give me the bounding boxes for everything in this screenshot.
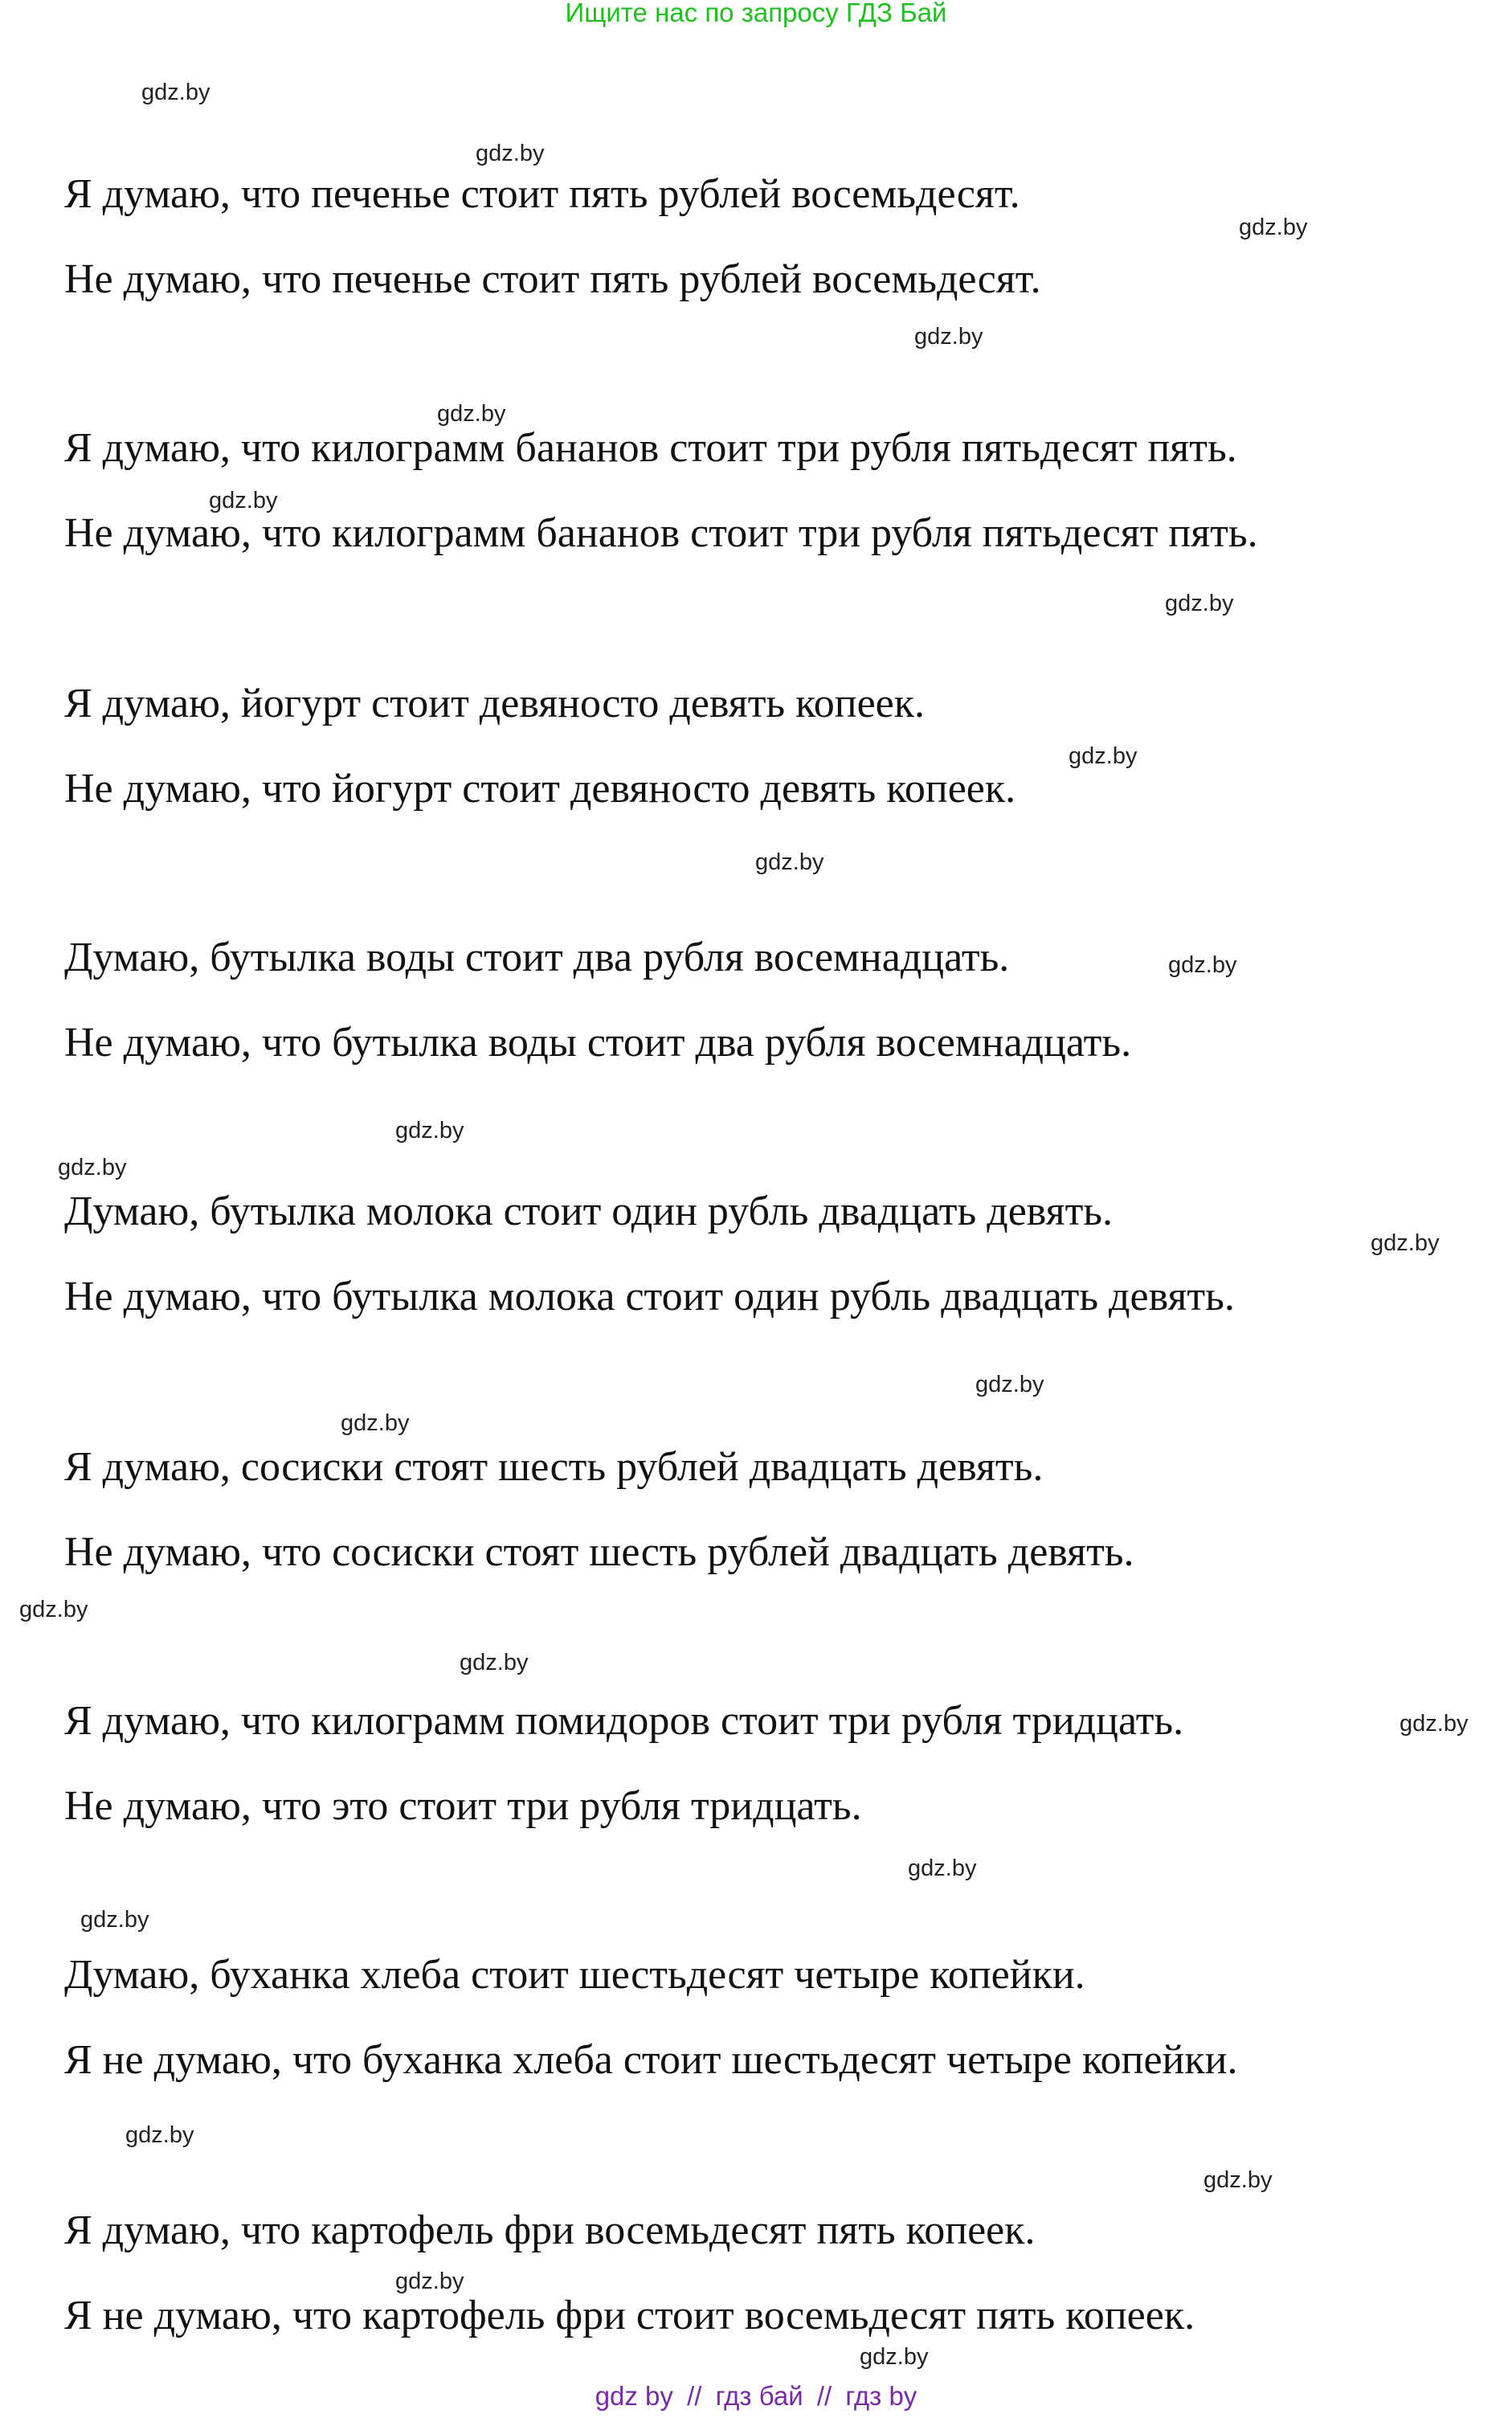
- watermark: gdz.by: [141, 80, 210, 105]
- watermark: gdz.by: [395, 2269, 464, 2294]
- footer-links: [0, 2380, 1512, 2412]
- watermark: gdz.by: [19, 1597, 88, 1622]
- watermark: gdz.by: [58, 1155, 127, 1180]
- sentence: Я думаю, сосиски стоят шесть рублей двадцать девять.: [64, 1444, 1044, 1490]
- watermark: gdz.by: [1239, 215, 1308, 240]
- footer-separator: //: [816, 2381, 832, 2411]
- sentence: Я думаю, что печенье стоит пять рублей восемьдесят.: [64, 171, 1020, 217]
- watermark: gdz.by: [1069, 743, 1138, 769]
- watermark: gdz.by: [1371, 1230, 1440, 1256]
- watermark: gdz.by: [437, 401, 506, 427]
- sentence: Не думаю, что печенье стоит пять рублей восемьдесят.: [64, 256, 1041, 302]
- sentence: Я думаю, что килограмм бананов стоит три рубля пятьдесят пять.: [64, 425, 1237, 471]
- sentence: Я не думаю, что картофель фри стоит восемьдесят пять копеек.: [64, 2293, 1195, 2338]
- watermark: gdz.by: [914, 324, 983, 350]
- footer-link-gdz-bai[interactable]: гдз бай: [715, 2381, 803, 2411]
- sentence: Не думаю, что это стоит три рубля тридцать.: [64, 1783, 862, 1829]
- sentence: Не думаю, что бутылка воды стоит два рубля восемнадцать.: [64, 1020, 1132, 1066]
- watermark: gdz.by: [1168, 952, 1237, 978]
- sentence: Думаю, бутылка воды стоит два рубля восемнадцать.: [64, 935, 1010, 980]
- watermark: gdz.by: [341, 1410, 410, 1436]
- watermark: gdz.by: [460, 1650, 529, 1675]
- watermark: gdz.by: [395, 1118, 464, 1144]
- watermark: gdz.by: [1203, 2167, 1273, 2193]
- watermark: gdz.by: [125, 2122, 194, 2148]
- sentence: Думаю, бутылка молока стоит один рубль двадцать девять.: [64, 1189, 1114, 1234]
- sentence: Не думаю, что килограмм бананов стоит три рубля пятьдесят пять.: [64, 510, 1258, 556]
- footer-link-gdz-by-cyr[interactable]: гдз by: [845, 2381, 917, 2411]
- watermark: gdz.by: [860, 2344, 929, 2370]
- sentence: Я думаю, что картофель фри восемьдесят пять копеек.: [64, 2207, 1036, 2253]
- watermark: gdz.by: [1400, 1711, 1469, 1737]
- sentence: Не думаю, что йогурт стоит девяносто девять копеек.: [64, 766, 1016, 812]
- watermark: gdz.by: [80, 1907, 149, 1933]
- sentence: Не думаю, что сосиски стоят шесть рублей двадцать девять.: [64, 1529, 1134, 1575]
- watermark: gdz.by: [908, 1855, 977, 1881]
- sentence: Я думаю, йогурт стоит девяносто девять копеек.: [64, 681, 926, 726]
- footer-separator: //: [687, 2381, 702, 2411]
- sentence: Я не думаю, что буханка хлеба стоит шестьдесят четыре копейки.: [64, 2037, 1238, 2083]
- footer-link-gdz-by[interactable]: gdz by: [595, 2381, 673, 2411]
- watermark: gdz.by: [476, 141, 545, 166]
- sentence: Не думаю, что бутылка молока стоит один рубль двадцать девять.: [64, 1274, 1235, 1319]
- watermark: gdz.by: [755, 849, 824, 875]
- watermark: gdz.by: [975, 1372, 1044, 1397]
- watermark: gdz.by: [209, 488, 278, 513]
- sentence: Я думаю, что килограмм помидоров стоит три рубля тридцать.: [64, 1698, 1184, 1744]
- sentence: Думаю, буханка хлеба стоит шестьдесят четыре копейки.: [64, 1952, 1085, 1998]
- watermark: gdz.by: [1165, 591, 1234, 616]
- search-hint-link[interactable]: Ищите нас по запросу ГДЗ Бай: [565, 0, 947, 27]
